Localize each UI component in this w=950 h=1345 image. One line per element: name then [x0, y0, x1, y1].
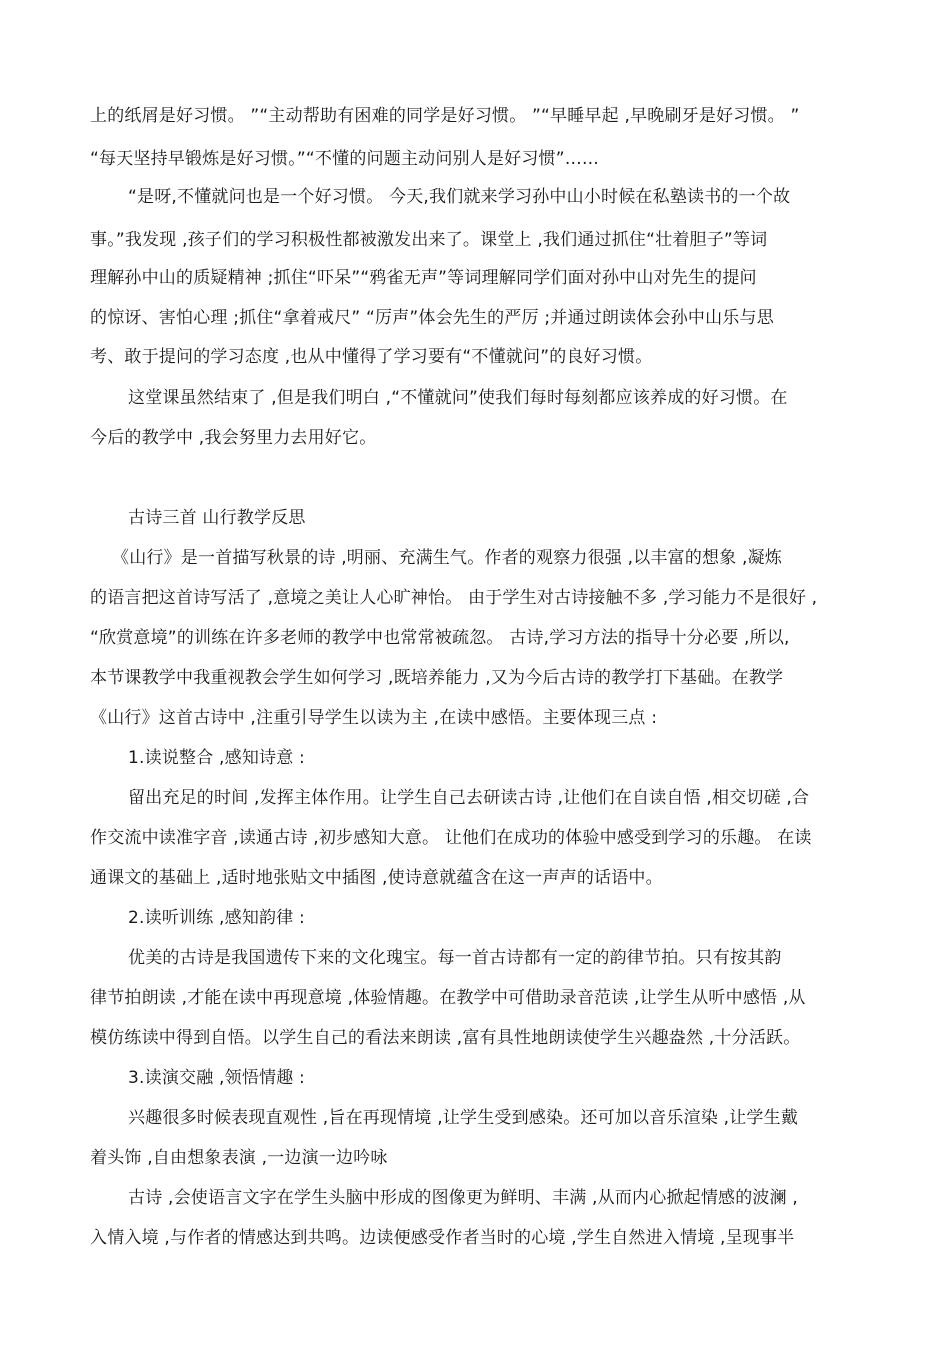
text-line: 事。”我发现 ,孩子们的学习积极性都被激发出来了。课堂上 ,我们通过抓住“壮着胆子”等词: [90, 230, 768, 250]
text-line: 考、敢于提问的学习态度 ,也从中懂得了学习要有“不懂就问”的良好习惯。: [90, 347, 653, 367]
text-line: 优美的古诗是我国遗传下来的文化瑰宝。每一首古诗都有一定的韵律节拍。只有按其韵: [128, 948, 782, 968]
text-line: 古诗 ,会使语言文字在学生头脑中形成的图像更为鲜明、丰满 ,从而内心掀起情感的波澜 ,: [128, 1188, 799, 1208]
text-line: 着头饰 ,自由想象表演 ,一边演一边吟咏: [90, 1148, 388, 1168]
text-line: 上的纸屑是好习惯。 ”“主动帮助有困难的同学是好习惯。 ”“早睡早起 ,早晚刷牙是好习惯。 ”: [90, 106, 800, 126]
subheading: 3.读演交融 ,领悟情趣 :: [128, 1068, 305, 1088]
text-line: “欣赏意境”的训练在许多老师的教学中也常常被疏忽。 古诗,学习方法的指导十分必要 ,所以,: [90, 628, 790, 648]
text-line: 模仿练读中得到自悟。以学生自己的看法来朗读 ,富有具性地朗读使学生兴趣盎然 ,十分活跃。: [90, 1028, 801, 1048]
section-title: 古诗三首 山行教学反思: [128, 508, 306, 528]
text-line: 《山行》是一首描写秋景的诗 ,明丽、充满生气。作者的观察力很强 ,以丰富的想象 ,凝炼: [112, 548, 783, 568]
text-line: “每天坚持早锻炼是好习惯。”“不懂的问题主动问别人是好习惯”……: [90, 149, 600, 169]
text-line: 今后的教学中 ,我会努里力去用好它。: [90, 428, 377, 448]
text-line: 通课文的基础上 ,适时地张贴文中插图 ,使诗意就蕴含在这一声声的话语中。: [90, 868, 663, 888]
text-line: 兴趣很多时候表现直观性 ,旨在再现情境 ,让学生受到感染。还可加以音乐渲染 ,让学生戴: [128, 1108, 799, 1128]
subheading: 2.读听训练 ,感知韵律 :: [128, 908, 305, 928]
subheading: 1.读说整合 ,感知诗意 :: [128, 748, 305, 768]
text-line: 这堂课虽然结束了 ,但是我们明白 ,“不懂就问”使我们每时每刻都应该养成的好习惯。在: [128, 388, 788, 408]
text-line: 理解孙中山的质疑精神 ;抓住“吓呆”“鸦雀无声”等词理解同学们面对孙中山对先生的提问: [90, 268, 757, 288]
text-line: “是呀,不懂就问也是一个好习惯。 今天,我们就来学习孙中山小时候在私塾读书的一个故: [128, 187, 791, 207]
text-line: 的惊讶、害怕心理 ;抓住“拿着戒尺” “厉声”体会先生的严厉 ;并通过朗读体会孙中山乐与思: [90, 308, 774, 328]
text-line: 的语言把这首诗写活了 ,意境之美让人心旷神怡。 由于学生对古诗接触不多 ,学习能力不是很好 ,: [90, 588, 818, 608]
text-line: 作交流中读准字音 ,读通古诗 ,初步感知大意。 让他们在成功的体验中感受到学习的乐趣。 在读: [90, 828, 812, 848]
text-line: 入情入境 ,与作者的情感达到共鸣。边读便感受作者当时的心境 ,学生自然进入情境 ,呈现事半: [90, 1228, 795, 1248]
text-line: 本节课教学中我重视教会学生如何学习 ,既培养能力 ,又为今后古诗的教学打下基础。在教学: [90, 668, 784, 688]
text-line: 律节拍朗读 ,才能在读中再现意境 ,体验情趣。在教学中可借助录音范读 ,让学生从听中感悟 ,从: [90, 988, 806, 1008]
text-line: 《山行》这首古诗中 ,注重引导学生以读为主 ,在读中感悟。主要体现三点 :: [90, 708, 658, 728]
text-line: 留出充足的时间 ,发挥主体作用。让学生自己去研读古诗 ,让他们在自读自悟 ,相交切磋 ,合: [128, 788, 810, 808]
